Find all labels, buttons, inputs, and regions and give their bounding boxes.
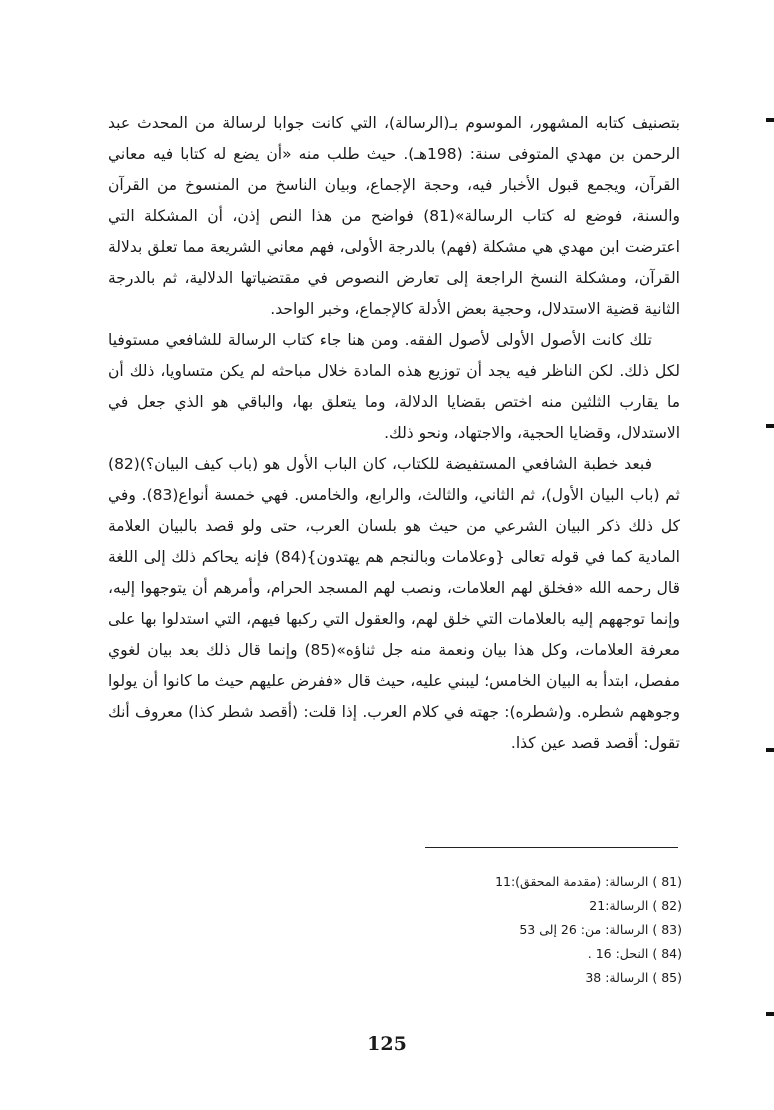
footnote-separator: [425, 847, 678, 848]
footnotes: [420, 870, 682, 990]
scan-edge-mark: [766, 748, 774, 752]
footnote-81: (81 ) الرسالة: (مقدمة المحقق):11: [495, 874, 682, 889]
scan-edge-mark: [766, 118, 774, 122]
footnote-85: (85 ) الرسالة: 38: [585, 970, 682, 985]
paragraph-1: بتصنيف كتابه المشهور، الموسوم بـ(الرسالة)، التي كانت جوابا لرسالة من المحدث عبد الرحمن بن مهدي المتوفى سنة: (198هـ). حيث طلب منه «أن يضع له كتابا فيه معاني القرآن، ويجمع قبول الأخبار فيه، وحجة الإجماع، وبيان الناسخ من المنسوخ من القرآن والسنة، فوضع له كتاب الرسالة»(81) فواضح من هذا النص إذن، أن المشكلة التي اعترضت ابن مهدي هي مشكلة (فهم) بالدرجة الأولى، فهم معاني الشريعة مما تعلق بدلالة القرآن، ومشكلة النسخ الراجعة إلى تعارض النصوص في مقتضياتها الدلالية، ثم بالدرجة الثانية قضية الاستدلال، وحجية بعض الأدلة كالإجماع، وخبر الواحد.: [108, 114, 681, 318]
paragraph-3: فبعد خطبة الشافعي المستفيضة للكتاب، كان الباب الأول هو (باب كيف البيان؟)(82) ثم (باب البيان الأول)، ثم الثاني، والثالث، والرابع، والخامس. فهي خمسة أنواع(83). وفي كل ذلك ذكر البيان الشرعي من حيث هو بلسان العرب، حتى ولو قصد بالبيان العلامة المادية كما في قوله تعالى {وعلامات وبالنجم هم يهتدون}(84) فإنه يحاكم ذلك إلى اللغة قال رحمه الله «فخلق لهم العلامات، ونصب لهم المسجد الحرام، وأمرهم أن يتوجهوا إليه، وإنما توجههم إليه بالعلامات التي خلق لهم، والعقول التي ركبها فيهم، التي استدلوا بها على معرفة العلامات، وكل هذا بيان ونعمة منه جل ثناؤه»(85) وإنما قال ذلك بعد بيان لغوي مفصل، ابتدأ به البيان الخامس؛ ليبني عليه، حيث قال «ففرض عليهم حيث ما كانوا أن يولوا وجوههم شطره. و(شطره): جهته في كلام العرب. إذا قلت: (أقصد شطر كذا) معروف أنك تقول: أقصد قصد عين كذا.: [108, 455, 681, 752]
scan-edge-mark: [766, 1012, 774, 1016]
footnote-83: (83 ) الرسالة: من: 26 إلى 53: [519, 922, 682, 937]
footnote-82: (82 ) الرسالة:21: [589, 898, 682, 913]
body-text: [108, 108, 680, 759]
paragraph-2: تلك كانت الأصول الأولى لأصول الفقه. ومن هنا جاء كتاب الرسالة للشافعي مستوفيا لكل ذلك. لكن الناظر فيه يجد أن توزيع هذه المادة خلال مباحثه لم يكن متساويا، ذلك أن ما يقارب الثلثين منه اختص بقضايا الدلالة، وما يتعلق بها، والباقي هو الذي جعل في الاستدلال، وقضايا الحجية، والاجتهاد، ونحو ذلك.: [108, 331, 680, 442]
scan-edge-mark: [766, 424, 774, 428]
page-number: 125: [367, 1033, 407, 1055]
footnote-84: (84 ) النحل: 16 .: [587, 946, 682, 961]
